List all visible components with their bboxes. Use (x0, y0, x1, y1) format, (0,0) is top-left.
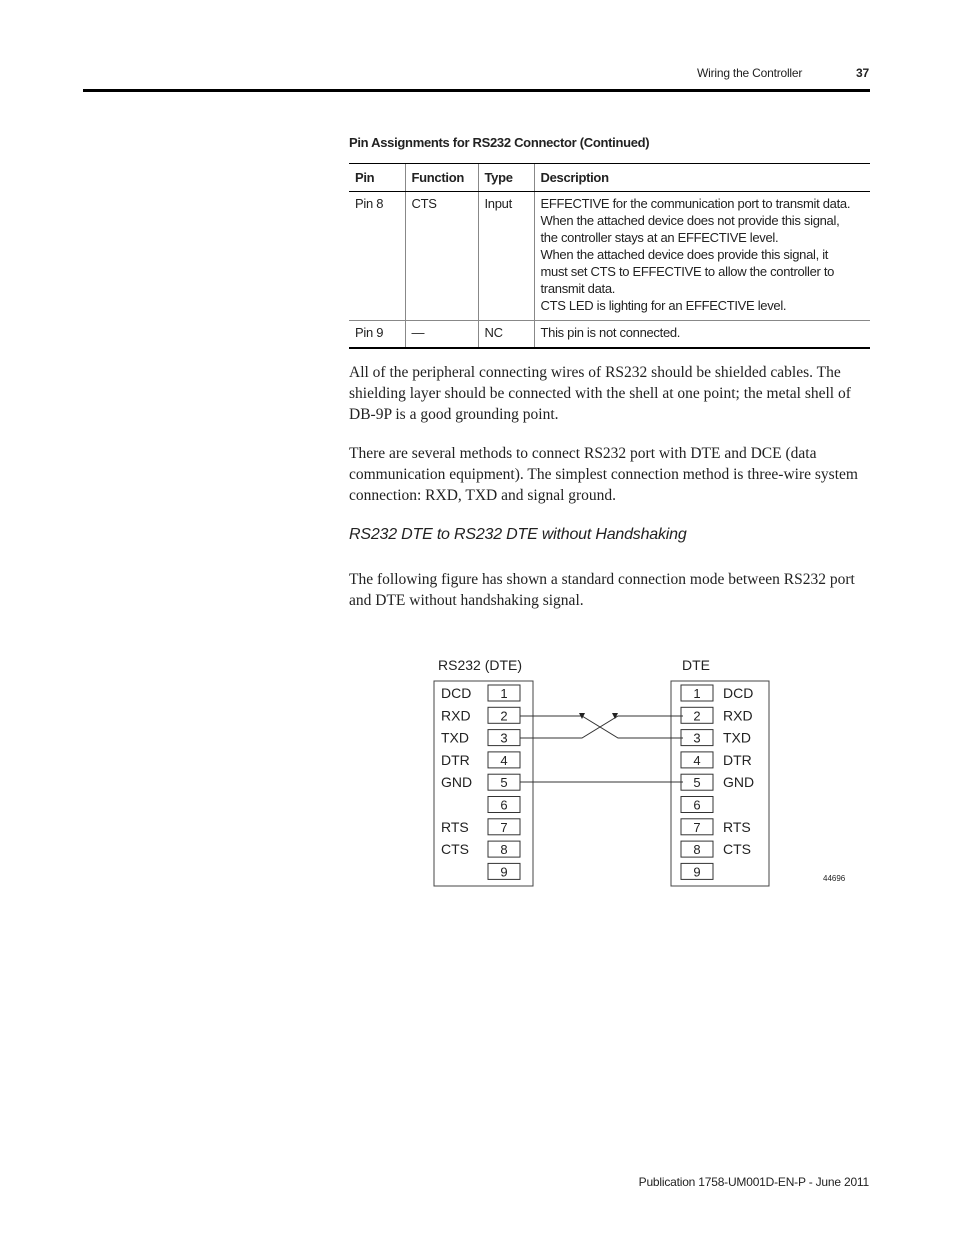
pin-number: 5 (693, 775, 701, 791)
left-pin-group (441, 685, 520, 879)
signal-label: GND (723, 774, 755, 791)
paragraph-figure-intro: The following figure has shown a standard connection mode between RS232 port and DTE without handshaking signal. (349, 571, 855, 609)
description-line: the controller stays at an EFFECTIVE level. (540, 230, 779, 245)
signal-label: TXD (441, 729, 469, 746)
type-cell: Input (478, 192, 534, 321)
pin-number: 3 (500, 730, 508, 746)
column-header: Type (478, 164, 534, 192)
column-header: Description (534, 164, 870, 192)
description-line: must set CTS to EFFECTIVE to allow the controller to (540, 264, 835, 279)
column-header: Pin (349, 164, 405, 192)
pin-number: 1 (693, 686, 701, 701)
signal-label: RTS (723, 818, 751, 835)
wire-txd-to-rxd (520, 716, 683, 738)
pin-number: 7 (693, 819, 701, 835)
pin-cell: Pin 8 (349, 192, 405, 321)
signal-label: GND (441, 774, 473, 791)
pin-number: 8 (500, 842, 508, 858)
figure-number: 44696 (823, 874, 846, 883)
signal-label: RXD (441, 707, 471, 724)
page-number: 37 (856, 66, 869, 80)
description-line: This pin is not connected. (540, 325, 681, 340)
pin-number: 1 (500, 686, 508, 701)
pin-number: 9 (693, 864, 701, 880)
pin-number: 3 (693, 730, 701, 746)
description-line: CTS LED is lighting for an EFFECTIVE level. (540, 298, 787, 313)
signal-label: TXD (723, 729, 751, 746)
pin-number: 9 (500, 864, 508, 880)
pin-number: 6 (693, 797, 701, 813)
wire-rxd-to-txd (520, 716, 683, 738)
column-header: Function (405, 164, 478, 192)
signal-label: DTR (441, 751, 470, 768)
section-subheading: RS232 DTE to RS232 DTE without Handshaking (349, 526, 687, 543)
paragraph-shielding: All of the peripheral connecting wires of RS232 should be shielded cables. The shielding layer should be connected with the shell at one point; the metal shell of DB-9P is a good grounding point. (349, 364, 851, 423)
right-pin-group (681, 685, 754, 879)
signal-label: RTS (441, 818, 469, 835)
pin-cell: Pin 9 (349, 321, 405, 349)
pin-number: 7 (500, 819, 508, 835)
description-line: When the attached device does provide this signal, it (540, 247, 829, 262)
paragraph-methods: There are several methods to connect RS232 port with DTE and DCE (data communication equipment). The simplest connection method is three-wire system connection: RXD, TXD and signal ground. (349, 445, 858, 504)
left-device-title: RS232 (DTE) (438, 657, 523, 673)
publication-footer: Publication 1758-UM001D-EN-P - June 2011 (638, 1175, 869, 1189)
signal-label: DCD (441, 685, 472, 701)
description-line: transmit data. (540, 281, 616, 296)
pin-number: 5 (500, 775, 508, 791)
signal-label: DCD (723, 685, 754, 701)
pin-number: 4 (693, 752, 701, 768)
signal-label: CTS (441, 841, 469, 858)
type-cell: NC (478, 321, 534, 349)
description-line: EFFECTIVE for the communication port to transmit data. (540, 196, 851, 211)
pin-number: 8 (693, 842, 701, 858)
running-header: Wiring the Controller (697, 66, 803, 80)
pin-number: 6 (500, 797, 508, 813)
right-device-title: DTE (682, 657, 710, 673)
description-line: When the attached device does not provide this signal, (540, 213, 840, 228)
pin-number: 2 (693, 708, 701, 724)
function-cell: CTS (405, 192, 478, 321)
signal-label: DTR (723, 751, 752, 768)
signal-label: CTS (723, 841, 751, 858)
pin-number: 2 (500, 708, 508, 724)
pin-number: 4 (500, 752, 508, 768)
wires (520, 713, 683, 782)
table-title: Pin Assignments for RS232 Connector (Continued) (349, 135, 650, 150)
signal-label: RXD (723, 707, 753, 724)
function-cell: — (405, 321, 478, 349)
